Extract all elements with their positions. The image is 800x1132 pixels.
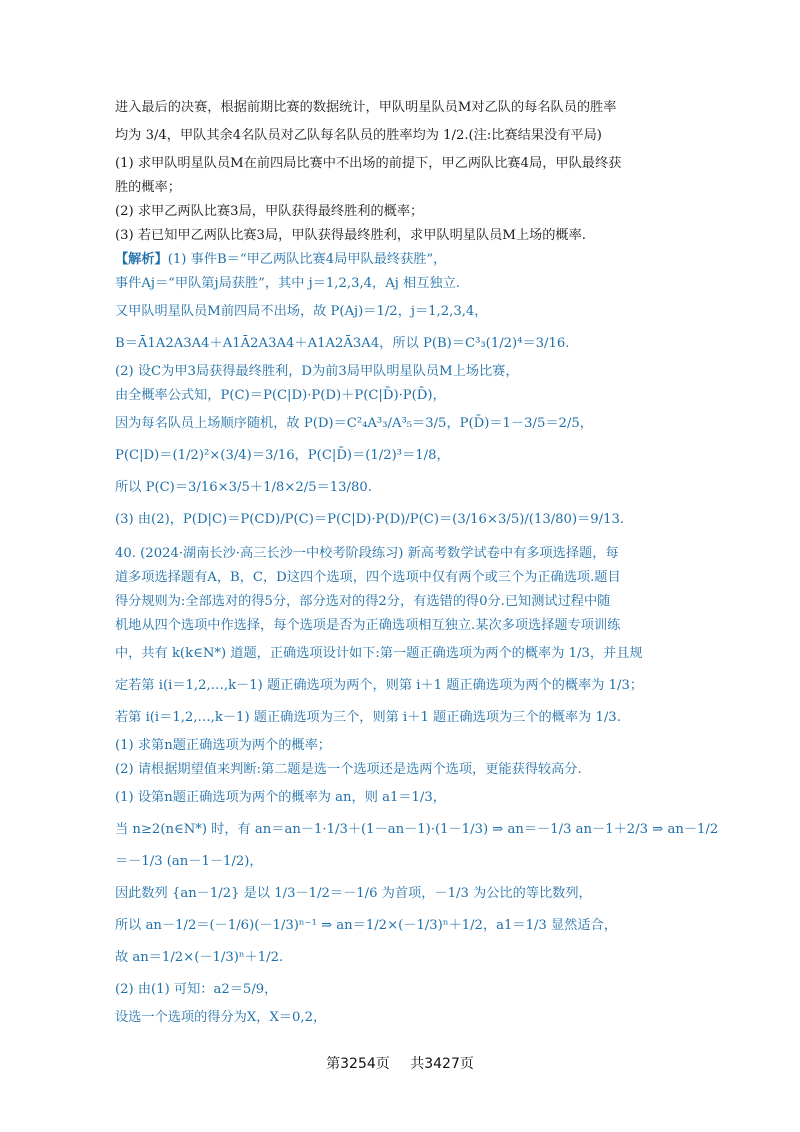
p40-solution-line-6: 故 an＝1/2×(－1/3)ⁿ＋1/2. xyxy=(115,950,284,965)
p40-solution-line-8: 设选一个选项的得分为X，X＝0,2， xyxy=(115,1010,327,1025)
p40-stem-line-4: 机地从四个选项中作选择，每个选项是否为正确选项相互独立.某次多项选择题专项训练 xyxy=(115,618,621,633)
p39-solution-line-2: 事件Aj＝“甲队第j局获胜”，其中 j＝1,2,3,4，Aj 相互独立. xyxy=(115,276,460,291)
p39-solution-line-6: 由全概率公式知，P(C)＝P(C|D)·P(D)＋P(C|D̄)·P(D̄)， xyxy=(115,388,446,403)
page-number: 第3254页 xyxy=(326,1056,390,1072)
p40-solution-line-7: (2) 由(1) 可知：a2＝5/9， xyxy=(115,982,278,997)
p40-stem-line-6: 定若第 i(i＝1,2,…,k－1) 题正确选项为两个，则第 i＋1 题正确选项为两个的概率为 1/3； xyxy=(115,678,644,693)
p39-solution-text-1: (1) 事件B＝“甲乙两队比赛4局甲队最终获胜”， xyxy=(167,252,447,267)
p40-solution-line-3: ＝－1/3 (an－1－1/2)， xyxy=(115,854,263,869)
p39-solution-line-8: P(C|D)＝(1/2)²×(3/4)＝3/16，P(C|D̄)＝(1/2)³＝1/8， xyxy=(115,448,450,463)
p39-question-2: (2) 求甲乙两队比赛3局，甲队获得最终胜利的概率； xyxy=(115,204,424,219)
p39-solution-line-1 xyxy=(115,250,700,270)
p39-question-1b: 胜的概率； xyxy=(115,180,181,195)
p39-question-1a: (1) 求甲队明星队员M在前四局比赛中不出场的前提下，甲乙两队比赛4局，甲队最终获 xyxy=(115,156,622,171)
p39-solution-line-4: B＝Ā1A2A3A4＋A1Ā2A3A4＋A1A2Ā3A4，所以 P(B)＝C³₃(1/2)⁴＝3/16. xyxy=(115,336,570,351)
p39-stem-line-1: 进入最后的决赛，根据前期比赛的数据统计，甲队明星队员M对乙队的每名队员的胜率 xyxy=(115,100,617,115)
p40-stem-line-1: 40. (2024·湖南长沙·高三长沙一中校考阶段练习) 新高考数学试卷中有多项选择题，每 xyxy=(115,546,619,561)
page-content xyxy=(115,98,719,1032)
p40-stem-line-5: 中，共有 k(k∈N*) 道题，正确选项设计如下:第一题正确选项为两个的概率为 1/3，并且规 xyxy=(115,646,643,661)
p40-stem-line-2: 道多项选择题有A，B，C，D这四个选项，四个选项中仅有两个或三个为正确选项.题目 xyxy=(115,570,621,585)
p39-solution-line-10: (3) 由(2)，P(D|C)＝P(CD)/P(C)＝P(C|D)·P(D)/P(C)＝(3/16×3/5)/(13/80)＝9/13. xyxy=(115,512,625,527)
p39-solution-line-3: 又甲队明星队员M前四局不出场，故 P(Aj)＝1/2，j＝1,2,3,4， xyxy=(115,304,488,319)
p39-question-3: (3) 若已知甲乙两队比赛3局，甲队获得最终胜利，求甲队明星队员M上场的概率. xyxy=(115,228,586,243)
p39-stem-line-2: 均为 3/4，甲队其余4名队员对乙队每名队员的胜率均为 1/2.(注:比赛结果没有平局) xyxy=(115,128,602,143)
p39-solution-line-5: (2) 设C为甲3局获得最终胜利，D为前3局甲队明星队员M上场比赛， xyxy=(115,364,519,379)
solution-tag: 【解析】 xyxy=(115,252,168,267)
p40-stem-line-7: 若第 i(i＝1,2,…,k－1) 题正确选项为三个，则第 i＋1 题正确选项为三个的概率为 1/3. xyxy=(115,710,621,725)
p40-solution-line-2: 当 n≥2(n∈N*) 时，有 an＝an－1·1/3＋(1－an－1)·(1－1/3) ⇒ an＝－1/3 an－1＋2/3 ⇒ an－1/2 xyxy=(115,822,719,837)
p39-solution-line-7: 因为每名队员上场顺序随机，故 P(D)＝C²₄A³₃/A³₅＝3/5，P(D̄)＝1－3/5＝2/5， xyxy=(115,416,593,431)
p40-question-1: (1) 求第n题正确选项为两个的概率； xyxy=(115,738,331,753)
p40-stem-line-3: 得分规则为:全部选对的得5分，部分选对的得2分，有选错的得0分.已知测试过程中随 xyxy=(115,594,611,609)
p40-solution-line-1: (1) 设第n题正确选项为两个的概率为 an，则 a1＝1/3， xyxy=(115,790,446,805)
p40-solution-line-4: 因此数列 {an－1/2} 是以 1/3－1/2＝－1/6 为首项，－1/3 为公比的等比数列， xyxy=(115,886,592,901)
p40-solution-line-5: 所以 an－1/2＝(－1/6)(－1/3)ⁿ⁻¹ ⇒ an＝1/2×(－1/3)ⁿ＋1/2，a1＝1/3 显然适合， xyxy=(115,918,617,933)
p39-solution-line-9: 所以 P(C)＝3/16×3/5＋1/8×2/5＝13/80. xyxy=(115,480,372,495)
page-total: 共3427页 xyxy=(410,1056,474,1072)
page-footer xyxy=(0,1053,800,1073)
p40-question-2: (2) 请根据期望值来判断:第二题是选一个选项还是选两个选项，更能获得较高分. xyxy=(115,762,582,777)
